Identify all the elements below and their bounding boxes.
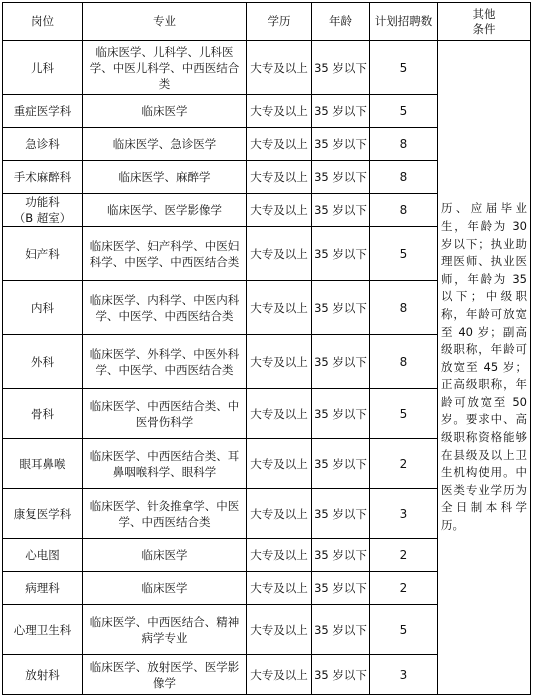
- cell-education: 大专及以上: [247, 572, 312, 605]
- cell-position: 内科: [3, 281, 83, 335]
- cell-plan: 5: [370, 95, 438, 128]
- cell-education: 大专及以上: [247, 194, 312, 227]
- header-major: 专业: [83, 3, 247, 41]
- cell-age: 35 岁以下: [312, 41, 370, 95]
- cell-major: 临床医学、外科学、中医外科学、中医学、中西医结合类: [83, 335, 247, 389]
- cell-plan: 3: [370, 655, 438, 695]
- cell-education: 大专及以上: [247, 389, 312, 439]
- cell-major: 临床医学、针灸推拿学、中医学、中西医结合类: [83, 489, 247, 539]
- cell-age: 35 岁以下: [312, 489, 370, 539]
- header-position: 岗位: [3, 3, 83, 41]
- cell-age: 35 岁以下: [312, 227, 370, 281]
- cell-education: 大专及以上: [247, 128, 312, 161]
- cell-plan: 2: [370, 539, 438, 572]
- cell-major: 临床医学、放射医学、医学影像学: [83, 655, 247, 695]
- cell-plan: 8: [370, 335, 438, 389]
- cell-position: 妇产科: [3, 227, 83, 281]
- cell-plan: 2: [370, 439, 438, 489]
- cell-age: 35 岁以下: [312, 161, 370, 194]
- cell-position: 眼耳鼻喉: [3, 439, 83, 489]
- cell-age: 35 岁以下: [312, 335, 370, 389]
- cell-education: 大专及以上: [247, 227, 312, 281]
- cell-age: 35 岁以下: [312, 572, 370, 605]
- cell-education: 大专及以上: [247, 489, 312, 539]
- cell-major: 临床医学、中西医结合、精神病学专业: [83, 605, 247, 655]
- cell-major: 临床医学、儿科学、儿科医学、中医儿科学、中西医结合类: [83, 41, 247, 95]
- cell-age: 35 岁以下: [312, 281, 370, 335]
- cell-plan: 2: [370, 572, 438, 605]
- cell-position: 儿科: [3, 41, 83, 95]
- cell-education: 大专及以上: [247, 439, 312, 489]
- cell-plan: 5: [370, 389, 438, 439]
- cell-education: 大专及以上: [247, 335, 312, 389]
- table-body: [3, 41, 531, 695]
- cell-position: 手术麻醉科: [3, 161, 83, 194]
- recruitment-table: [2, 2, 531, 695]
- cell-education: 大专及以上: [247, 41, 312, 95]
- header-plan: 计划招聘数: [370, 3, 438, 41]
- cell-major: 临床医学、麻醉学: [83, 161, 247, 194]
- header-education: 学历: [247, 3, 312, 41]
- cell-position: 急诊科: [3, 128, 83, 161]
- cell-education: 大专及以上: [247, 539, 312, 572]
- cell-position: 放射科: [3, 655, 83, 695]
- cell-position: 康复医学科: [3, 489, 83, 539]
- cell-plan: 8: [370, 128, 438, 161]
- header-other: 其他 条件: [438, 3, 531, 41]
- cell-plan: 8: [370, 281, 438, 335]
- cell-education: 大专及以上: [247, 95, 312, 128]
- cell-major: 临床医学: [83, 572, 247, 605]
- cell-education: 大专及以上: [247, 281, 312, 335]
- cell-education: 大专及以上: [247, 605, 312, 655]
- cell-age: 35 岁以下: [312, 605, 370, 655]
- cell-age: 35 岁以下: [312, 439, 370, 489]
- cell-major: 临床医学、中西医结合类、耳鼻咽喉科学、眼科学: [83, 439, 247, 489]
- cell-plan: 8: [370, 161, 438, 194]
- cell-major: 临床医学、内科学、中医内科学、中医学、中西医结合类: [83, 281, 247, 335]
- cell-position: 功能科 （B 超室）: [3, 194, 83, 227]
- table-row: [3, 41, 531, 95]
- cell-plan: 8: [370, 194, 438, 227]
- cell-major: 临床医学、中西医结合类、中医骨伤科学: [83, 389, 247, 439]
- cell-age: 35 岁以下: [312, 194, 370, 227]
- cell-plan: 3: [370, 489, 438, 539]
- cell-position: 病理科: [3, 572, 83, 605]
- cell-major: 临床医学: [83, 95, 247, 128]
- cell-major: 临床医学: [83, 539, 247, 572]
- cell-age: 35 岁以下: [312, 389, 370, 439]
- cell-position: 重症医学科: [3, 95, 83, 128]
- cell-age: 35 岁以下: [312, 655, 370, 695]
- cell-position: 外科: [3, 335, 83, 389]
- cell-position: 骨科: [3, 389, 83, 439]
- cell-position: 心理卫生科: [3, 605, 83, 655]
- cell-major: 临床医学、急诊医学: [83, 128, 247, 161]
- cell-age: 35 岁以下: [312, 539, 370, 572]
- cell-position: 心电图: [3, 539, 83, 572]
- cell-plan: 5: [370, 41, 438, 95]
- cell-age: 35 岁以下: [312, 128, 370, 161]
- cell-education: 大专及以上: [247, 161, 312, 194]
- cell-education: 大专及以上: [247, 655, 312, 695]
- cell-age: 35 岁以下: [312, 95, 370, 128]
- cell-plan: 5: [370, 605, 438, 655]
- cell-major: 临床医学、医学影像学: [83, 194, 247, 227]
- cell-plan: 5: [370, 227, 438, 281]
- cell-other-conditions: 历、应届毕业生，年龄为 30 岁以下；执业助理医师、执业医师，年龄为 35 以下；中级职称，年龄可放宽至 40 岁；副高级职称，年龄可放宽至 45 岁；正高级职称，年龄可放宽至 50 岁。要求中、高级职称资格能够在县级及以上卫生机构使用。中医类专业学历为全日制本科学历。: [438, 41, 531, 695]
- header-row: [3, 3, 531, 41]
- cell-major: 临床医学、妇产科学、中医妇科学、中医学、中西医结合类: [83, 227, 247, 281]
- header-age: 年龄: [312, 3, 370, 41]
